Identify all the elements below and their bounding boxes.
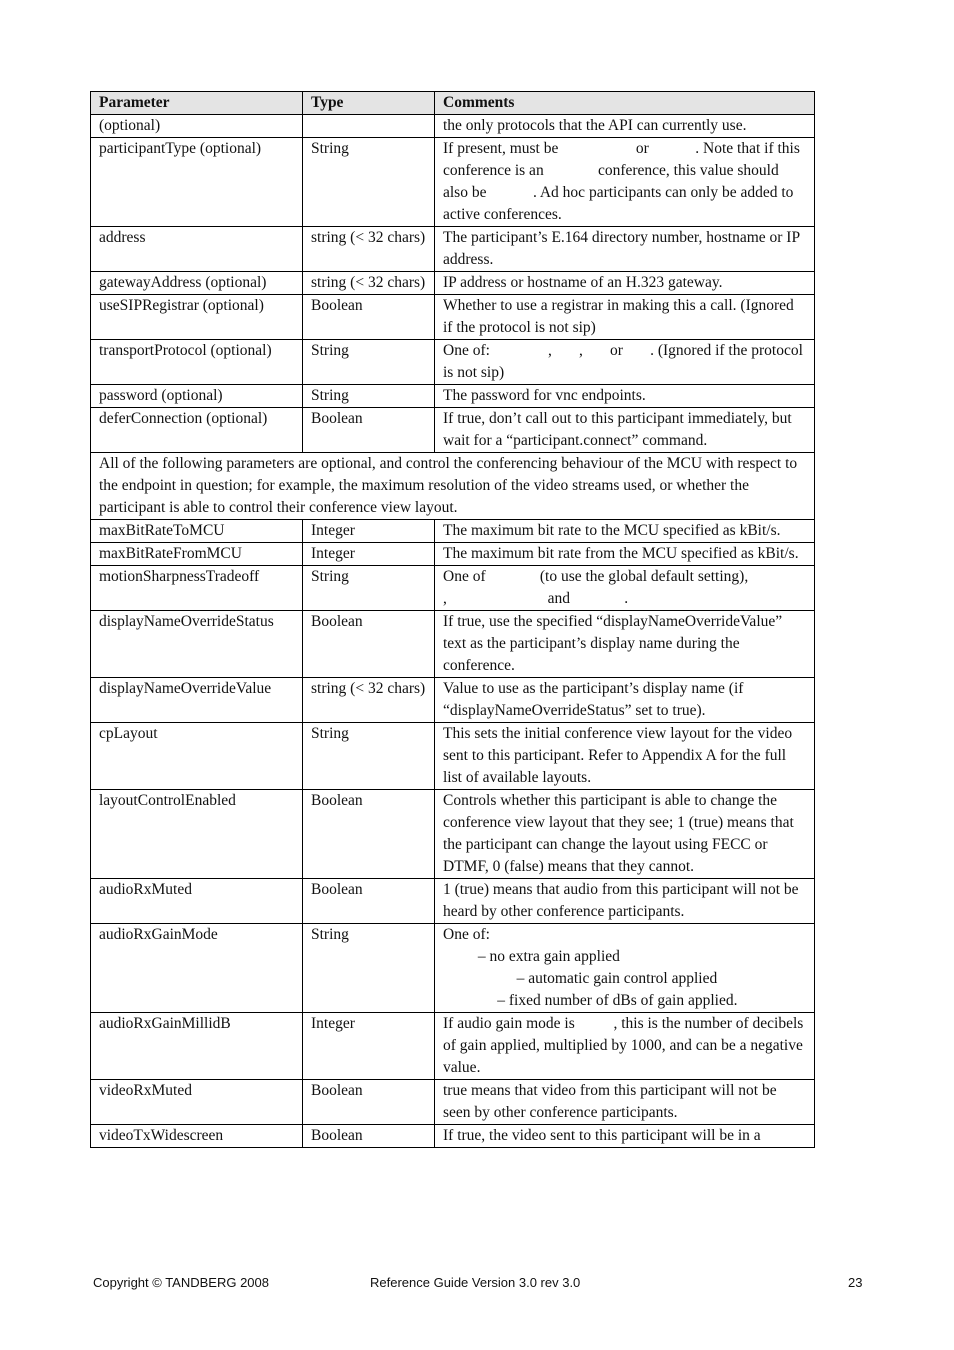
table-row bbox=[91, 272, 815, 295]
cell-comments: If present, must be or . Note that if this conference is an conference, this value should also be . Ad hoc participants can only be added to active conferences. bbox=[435, 138, 815, 227]
table-row bbox=[91, 879, 815, 924]
cell-type bbox=[303, 115, 435, 138]
cell-type: String bbox=[303, 138, 435, 227]
cell-parameter: audioRxGainMode bbox=[91, 924, 303, 1013]
comment-line: – automatic gain control applied bbox=[443, 970, 718, 987]
cell-parameter: transportProtocol (optional) bbox=[91, 340, 303, 385]
cell-comments: One of: , , or . (Ignored if the protocol is not sip) bbox=[435, 340, 815, 385]
header-parameter: Parameter bbox=[91, 92, 303, 115]
cell-parameter: displayNameOverrideStatus bbox=[91, 611, 303, 678]
cell-type: string (< 32 chars) bbox=[303, 678, 435, 723]
footer-page-number: 23 bbox=[848, 1275, 863, 1290]
comment-line: One of: bbox=[443, 926, 490, 943]
cell-comments: true means that video from this participant will not be seen by other conference participants. bbox=[435, 1080, 815, 1125]
cell-parameter: useSIPRegistrar (optional) bbox=[91, 295, 303, 340]
table-row bbox=[91, 924, 815, 1013]
cell-comments: Value to use as the participant’s display name (if “displayNameOverrideStatus” set to true). bbox=[435, 678, 815, 723]
comment-line: – fixed number of dBs of gain applied. bbox=[443, 992, 738, 1009]
cell-comments: The maximum bit rate from the MCU specified as kBit/s. bbox=[435, 543, 815, 566]
table-body-bottom bbox=[91, 520, 826, 1148]
cell-type: Boolean bbox=[303, 879, 435, 924]
cell-parameter: deferConnection (optional) bbox=[91, 408, 303, 453]
table-row bbox=[91, 227, 815, 272]
table-row bbox=[91, 1080, 815, 1125]
cell-parameter: password (optional) bbox=[91, 385, 303, 408]
section-note: All of the following parameters are optional, and control the conferencing behaviour of the MCU with respect to the endpoint in question; for example, the maximum resolution of the video streams used, or whether the participant is able to control their conference view layout. bbox=[91, 453, 815, 520]
cell-type: Integer bbox=[303, 520, 435, 543]
cell-comments: If true, use the specified “displayNameOverrideValue” text as the participant’s display name during the conference. bbox=[435, 611, 815, 678]
cell-parameter: maxBitRateFromMCU bbox=[91, 543, 303, 566]
cell-parameter: maxBitRateToMCU bbox=[91, 520, 303, 543]
cell-type: Integer bbox=[303, 543, 435, 566]
table-row bbox=[91, 408, 815, 453]
table-row bbox=[91, 566, 815, 611]
cell-comments: If true, the video sent to this participant will be in a bbox=[435, 1125, 815, 1148]
cell-comments: The password for vnc endpoints. bbox=[435, 385, 815, 408]
table-row bbox=[91, 1125, 815, 1148]
cell-comments: If audio gain mode is , this is the number of decibels of gain applied, multiplied by 1000, and can be a negative value. bbox=[435, 1013, 815, 1080]
cell-comments: This sets the initial conference view layout for the video sent to this participant. Refer to Appendix A for the full list of available layouts. bbox=[435, 723, 815, 790]
cell-comments: The maximum bit rate to the MCU specified as kBit/s. bbox=[435, 520, 815, 543]
cell-type: Integer bbox=[303, 1013, 435, 1080]
cell-parameter: motionSharpnessTradeoff bbox=[91, 566, 303, 611]
table-row bbox=[91, 723, 815, 790]
cell-type: String bbox=[303, 924, 435, 1013]
section-note-row bbox=[91, 453, 815, 520]
cell-type: Boolean bbox=[303, 611, 435, 678]
table-section-note-body bbox=[91, 453, 815, 520]
cell-type: String bbox=[303, 723, 435, 790]
cell-parameter: (optional) bbox=[91, 115, 303, 138]
table-row bbox=[91, 790, 815, 879]
cell-type: string (< 32 chars) bbox=[303, 227, 435, 272]
table-row bbox=[91, 1013, 815, 1080]
cell-parameter: audioRxMuted bbox=[91, 879, 303, 924]
cell-parameter: participantType (optional) bbox=[91, 138, 303, 227]
cell-comments bbox=[435, 924, 815, 1013]
header-comments: Comments bbox=[435, 92, 815, 115]
cell-type: Boolean bbox=[303, 1125, 435, 1148]
cell-comments: IP address or hostname of an H.323 gateway. bbox=[435, 272, 815, 295]
header-type: Type bbox=[303, 92, 435, 115]
parameter-table bbox=[90, 91, 826, 1148]
cell-type: String bbox=[303, 385, 435, 408]
cell-type: Boolean bbox=[303, 790, 435, 879]
cell-comments: The participant’s E.164 directory number, hostname or IP address. bbox=[435, 227, 815, 272]
cell-parameter: gatewayAddress (optional) bbox=[91, 272, 303, 295]
cell-type: String bbox=[303, 340, 435, 385]
table-row bbox=[91, 611, 815, 678]
cell-comments: One of (to use the global default setting), , and . bbox=[435, 566, 815, 611]
footer-copyright: Copyright © TANDBERG 2008 bbox=[93, 1275, 270, 1290]
cell-type: Boolean bbox=[303, 408, 435, 453]
cell-parameter: cpLayout bbox=[91, 723, 303, 790]
cell-comments: If true, don’t call out to this participant immediately, but wait for a “participant.connect” command. bbox=[435, 408, 815, 453]
table-row bbox=[91, 385, 815, 408]
cell-parameter: address bbox=[91, 227, 303, 272]
table-row bbox=[91, 520, 815, 543]
cell-type: Boolean bbox=[303, 1080, 435, 1125]
cell-parameter: layoutControlEnabled bbox=[91, 790, 303, 879]
table-row bbox=[91, 295, 815, 340]
cell-type: string (< 32 chars) bbox=[303, 272, 435, 295]
comment-line: – no extra gain applied bbox=[443, 948, 620, 965]
table-header-row bbox=[91, 92, 815, 115]
cell-type: String bbox=[303, 566, 435, 611]
table-row bbox=[91, 678, 815, 723]
cell-comments: Controls whether this participant is able to change the conference view layout that they see; 1 (true) means that the participant can change the layout using FECC or DTMF, 0 (false) means that they cannot. bbox=[435, 790, 815, 879]
table-row bbox=[91, 543, 815, 566]
cell-parameter: displayNameOverrideValue bbox=[91, 678, 303, 723]
footer-version: Reference Guide Version 3.0 rev 3.0 bbox=[370, 1275, 581, 1290]
table-row bbox=[91, 138, 815, 227]
cell-comments: the only protocols that the API can currently use. bbox=[435, 115, 815, 138]
cell-parameter: audioRxGainMillidB bbox=[91, 1013, 303, 1080]
cell-comments: 1 (true) means that audio from this participant will not be heard by other conference participants. bbox=[435, 879, 815, 924]
table-row bbox=[91, 340, 815, 385]
cell-parameter: videoRxMuted bbox=[91, 1080, 303, 1125]
table-row bbox=[91, 115, 815, 138]
cell-parameter: videoTxWidescreen bbox=[91, 1125, 303, 1148]
table-body-top bbox=[91, 115, 815, 453]
cell-comments: Whether to use a registrar in making this a call. (Ignored if the protocol is not sip) bbox=[435, 295, 815, 340]
cell-type: Boolean bbox=[303, 295, 435, 340]
